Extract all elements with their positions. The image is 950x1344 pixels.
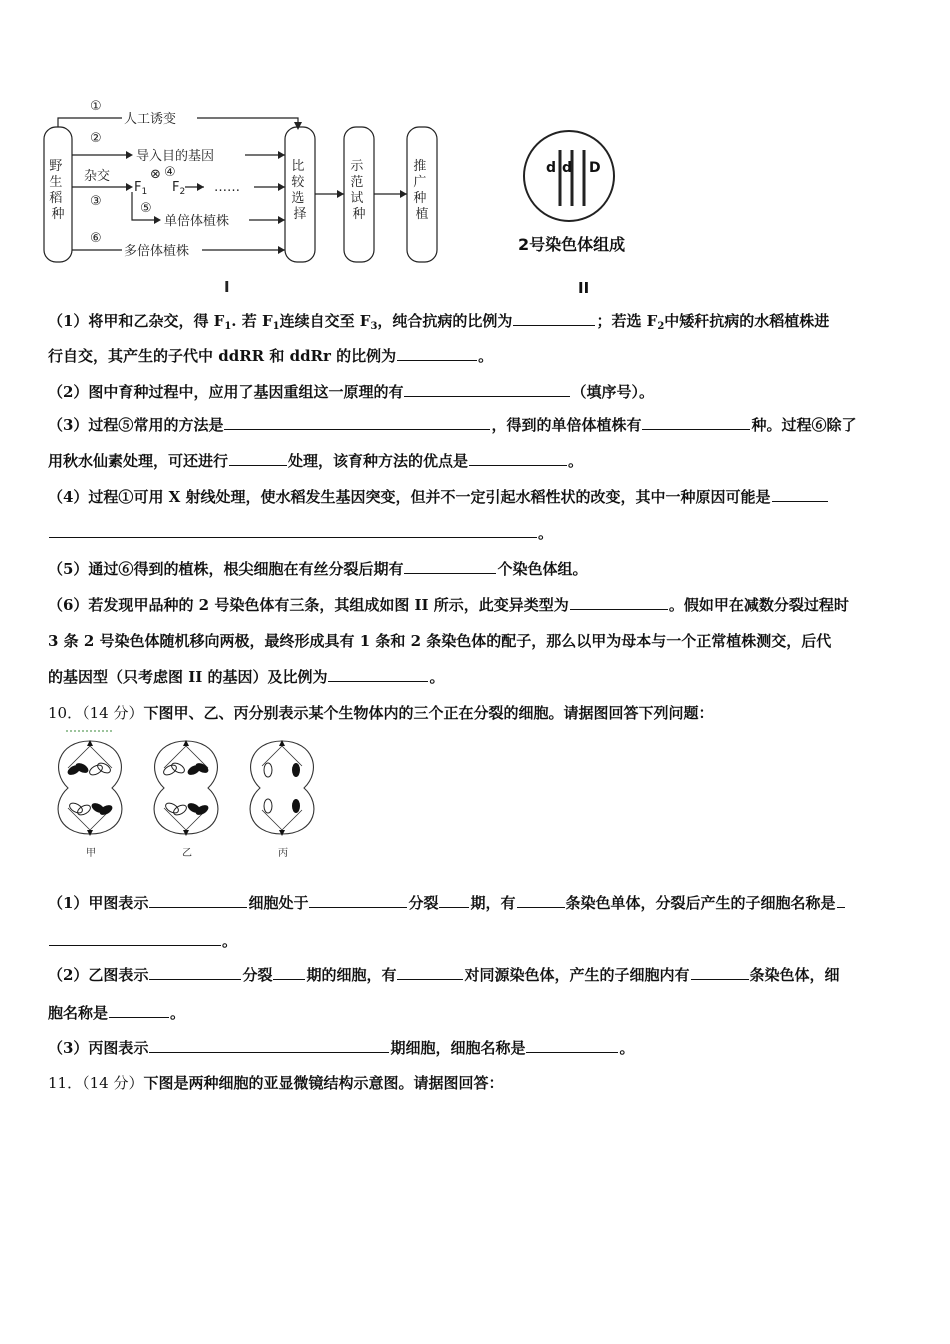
allele-2: d [562,160,573,176]
f1-label: $F_1$ [134,180,148,197]
q9-3-line-1 [48,414,908,436]
answer-blank[interactable] [328,666,428,682]
selfing-symbol: ⊗ [150,167,161,182]
q10-2-line-1 [48,964,908,986]
answer-blank[interactable] [642,414,750,430]
q10-1-line-2 [48,930,908,952]
allele-3: D [589,160,601,176]
question-text: （5）通过⑥得到的植株，根尖细胞在有丝分裂后期有 [48,560,404,578]
question-text: （3）丙图表示 [48,1039,149,1057]
question-text: （6）若发现甲品种的 2 号染色体有三条，其组成如图 II 所示，此变异类型为 [48,596,569,614]
answer-blank[interactable] [149,964,241,980]
cell-label-yi: 乙 [182,848,192,859]
question-text: 下图甲、乙、丙分别表示某个生物体内的三个正在分裂的细胞。请据图回答下列问题： [143,704,714,722]
question-text: （3）过程⑤常用的方法是 [48,416,224,434]
question-text: 的基因型（只考虑图 II 的基因）及比例为 [48,668,328,686]
answer-blank[interactable] [691,964,749,980]
answer-blank[interactable] [404,381,570,397]
compare-select-text: 比 较 选 择 [291,159,307,222]
question-text: 细胞处于 [248,894,309,912]
figure2-title: 2号染色体组成 [518,235,626,254]
q10-2-line-2 [48,1002,908,1024]
answer-blank[interactable] [526,1037,618,1053]
continuation-dots: …… [214,180,240,195]
answer-blank[interactable] [49,522,537,538]
path2-label: 导入目的基因 [136,149,215,164]
question-text: 中矮秆抗病的水稻植株进 [664,312,830,330]
wild-rice-text: 野 生 稻 种 [49,159,65,222]
answer-blank[interactable] [49,930,221,946]
cell-label-jia: 甲 [86,848,96,859]
question-text: ；若选 F [596,312,658,330]
q10-1-line-1 [48,892,908,914]
q9-6-line-3 [48,666,908,688]
answer-blank[interactable] [149,892,247,908]
path6-num: ⑥ [90,231,102,246]
question-text: （2）图中育种过程中，应用了基因重组这一原理的有 [48,383,404,401]
answer-blank[interactable] [397,964,463,980]
question-text: 连续自交至 F [279,312,371,330]
cell-yi [154,741,218,834]
answer-blank[interactable] [469,450,567,466]
subscript: 1 [272,321,280,332]
question-text: 3 条 2 号染色体随机移向两极，最终形成具有 1 条和 2 条染色体的配子，那么以甲为母本与一个正常植株测交，后代 [48,632,832,650]
q9-1-line-2 [48,345,908,367]
path3-num: ③ [90,194,102,209]
q9-6-line-2 [48,630,908,652]
question-number: 11． [48,1074,83,1092]
path6-label: 多倍体植株 [124,244,190,259]
allele-1: d [546,160,557,176]
question-text: 。 [478,347,494,365]
answer-blank[interactable] [397,345,477,361]
path2-num: ② [90,131,102,146]
figure1-caption: I [224,278,230,296]
answer-blank[interactable] [273,964,305,980]
q9-2-line-1 [48,381,908,403]
subscript: 2 [657,321,665,332]
dividing-cells-figure [48,726,338,866]
question-text: 条染色单体，分裂后产生的子细胞名称是 [565,894,836,912]
answer-blank[interactable] [224,414,490,430]
q9-4-line-1 [48,486,908,508]
question-text: 。 [222,932,238,950]
answer-blank[interactable] [772,486,828,502]
question-text: 行自交，其产生的子代中 ddRR 和 ddRr 的比例为 [48,347,397,365]
answer-blank[interactable] [517,892,565,908]
question-text: 用秋水仙素处理，可还进行 [48,452,229,470]
question-text: 对同源染色体，产生的子细胞内有 [464,966,690,984]
answer-blank[interactable] [309,892,407,908]
question-text: （填序号）。 [571,383,654,401]
answer-blank[interactable] [439,892,469,908]
answer-blank[interactable] [229,450,287,466]
q9-6-line-1 [48,594,908,616]
question-11-stem [48,1072,908,1094]
question-text: 胞名称是 [48,1004,109,1022]
answer-blank[interactable] [570,594,668,610]
path4-num: ④ [164,165,176,180]
question-text: 。 [170,1004,186,1022]
path3-label: 杂交 [84,169,111,184]
question-text: 个染色体组。 [497,560,588,578]
question-score: （14 分） [82,704,144,722]
question-text: 分裂 [408,894,439,912]
question-text: 分裂 [242,966,273,984]
subscript: 3 [370,321,378,332]
question-text: 。 [568,452,584,470]
question-text: 处理，该育种方法的优点是 [288,452,469,470]
q9-1-line-1 [48,310,908,332]
question-text: 种。过程⑥除了 [751,416,857,434]
path5-label: 单倍体植株 [164,214,230,229]
path5-num: ⑤ [140,201,152,216]
path1-label: 人工诱变 [124,112,177,127]
question-text: 。 [619,1039,635,1057]
question-text: 期，有 [470,894,516,912]
question-text: （4）过程①可用 X 射线处理，使水稻发生基因突变，但并不一定引起水稻性状的改变，其中一种原因可能是 [48,488,771,506]
q10-3-line-1 [48,1037,908,1059]
answer-blank[interactable] [149,1037,389,1053]
question-10-stem [48,702,908,724]
question-text: 。假如甲在减数分裂过程时 [668,596,849,614]
q9-3-line-2 [48,450,908,472]
question-text: 。 [429,668,445,686]
breeding-flow-diagram [42,92,442,297]
cell-jia [58,741,122,834]
cell-bing [250,741,314,834]
question-text: ，得到的单倍体植株有 [491,416,642,434]
figure2-caption: II [578,279,590,297]
question-text: 。 [538,524,554,542]
question-text: 条染色体，细 [749,966,840,984]
q9-5-line-1 [48,558,908,580]
answer-blank[interactable] [109,1002,169,1018]
answer-blank[interactable] [513,310,595,326]
question-text: （2）乙图表示 [48,966,149,984]
subscript: 1 [224,321,232,332]
answer-blank[interactable] [404,558,496,574]
question-number: 10． [48,704,83,722]
question-text: （1）将甲和乙杂交，得 F [48,312,225,330]
q9-4-line-2 [48,522,908,544]
question-score: （14 分） [82,1074,144,1092]
demo-trial-text: 示 范 试 种 [350,159,366,222]
answer-blank[interactable] [837,892,845,908]
question-text: （1）甲图表示 [48,894,149,912]
question-text: 期细胞，细胞名称是 [390,1039,526,1057]
question-text: 下图是两种细胞的亚显微镜结构示意图。请据图回答： [143,1074,504,1092]
cell-label-bing: 丙 [278,848,288,859]
chromosome-figure [510,128,660,298]
f2-label: $F_2$ [172,180,186,197]
question-text: . 若 F [231,312,273,330]
question-text: ，纯合抗病的比例为 [377,312,513,330]
path1-num: ① [90,99,102,114]
question-text: 期的细胞，有 [306,966,397,984]
promote-plant-text: 推 广 种 植 [413,159,429,222]
